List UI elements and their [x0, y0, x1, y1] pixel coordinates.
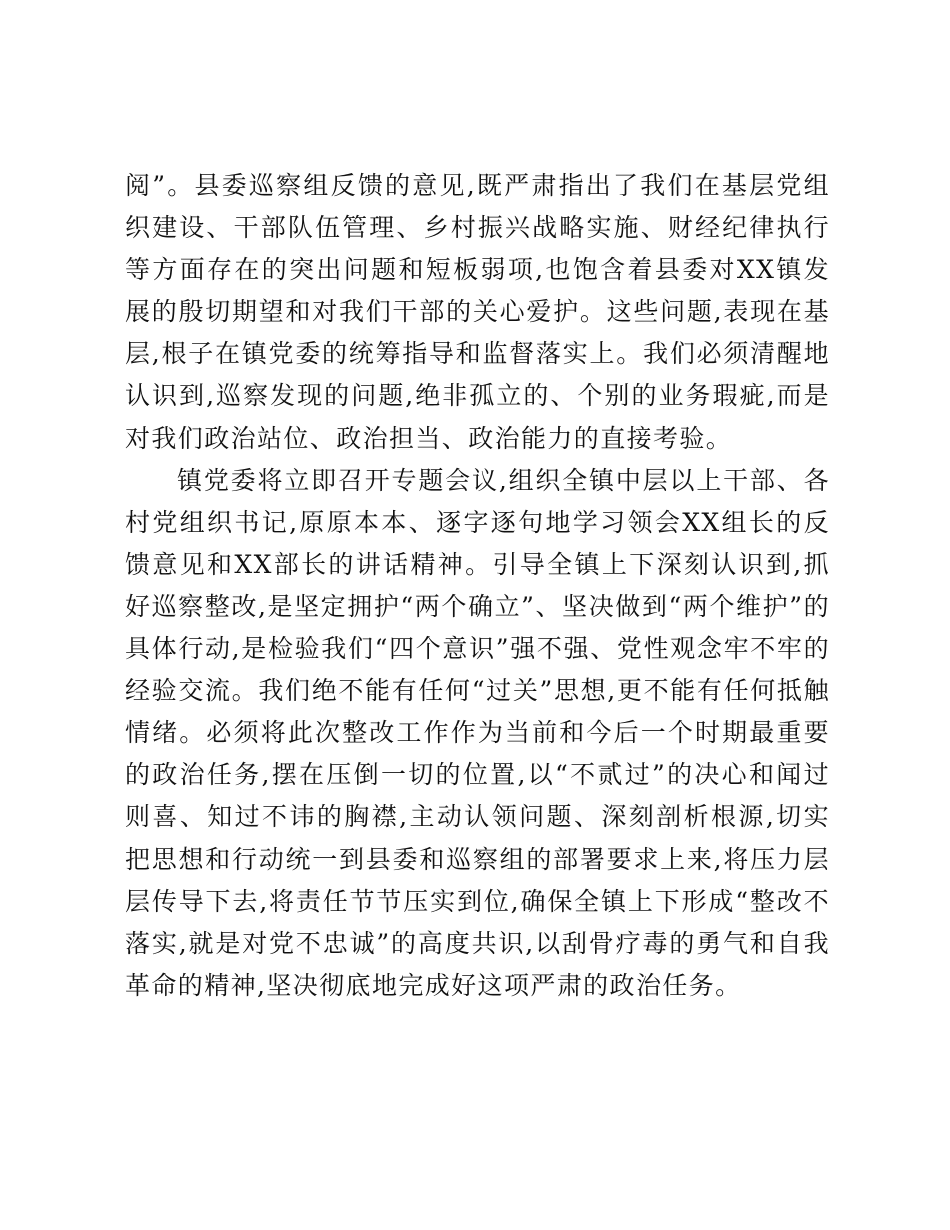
- paragraph-rectification-meeting: 镇党委将立即召开专题会议,组织全镇中层以上干部、各村党组织书记,原原本本、逐字逐句地学习领会XX组长的反馈意见和XX部长的讲话精神。引导全镇上下深刻认识到,抓好巡察整改,是坚定拥护“两个确立”、坚决做到“两个维护”的具体行动,是检验我们“四个意识”强不强、党性观念牢不牢的经验交流。我们绝不能有任何“过关”思想,更不能有任何抵触情绪。必须将此次整改工作作为当前和今后一个时期最重要的政治任务,摆在压倒一切的位置,以“不贰过”的决心和闻过则喜、知过不讳的胸襟,主动认领问题、深刻剖析根源,切实把思想和行动统一到县委和巡察组的部署要求上来,将压力层层传导下去,将责任节节压实到位,确保全镇上下形成“整改不落实,就是对党不忠诚”的高度共识,以刮骨疗毒的勇气和自我革命的精神,坚决彻底地完成好这项严肃的政治任务。: [125, 465, 830, 1000]
- paragraph-continuation: 阅”。县委巡察组反馈的意见,既严肃指出了我们在基层党组织建设、干部队伍管理、乡村振兴战略实施、财经纪律执行等方面存在的突出问题和短板弱项,也饱含着县委对XX镇发展的殷切期望和对我们干部的关心爱护。这些问题,表现在基层,根子在镇党委的统筹指导和监督落实上。我们必须清醒地认识到,巡察发现的问题,绝非孤立的、个别的业务瑕疵,而是对我们政治站位、政治担当、政治能力的直接考验。: [125, 171, 830, 453]
- document-body: [125, 165, 830, 1007]
